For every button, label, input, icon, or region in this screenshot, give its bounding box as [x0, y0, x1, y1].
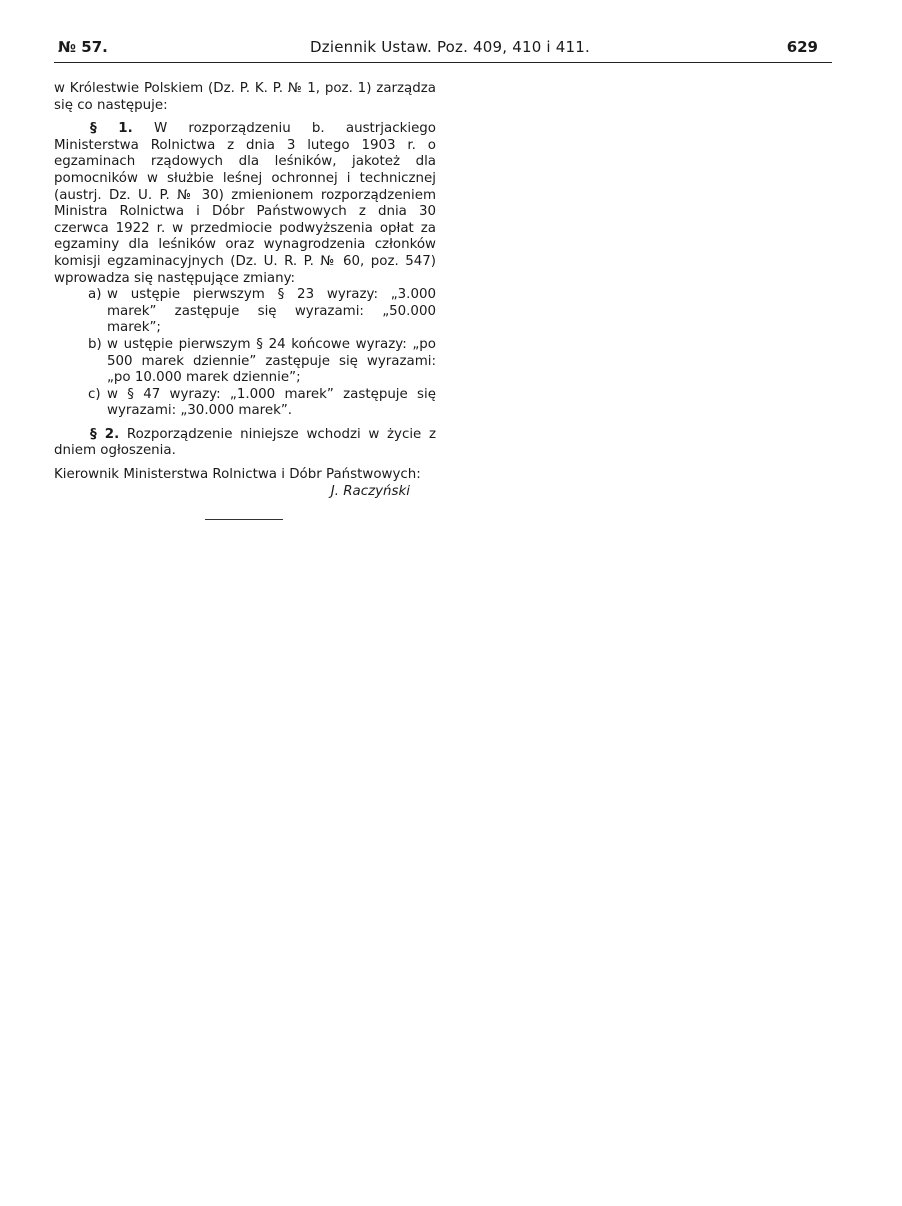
- item-text: w ustępie pierwszym § 24 końcowe wyrazy: „po 500 marek dziennie” zastępuje się wyrazami: „po 10.000 marek dziennie”;: [107, 336, 436, 386]
- page-header: [56, 38, 832, 60]
- header-rule: [54, 62, 832, 63]
- section-2-text: Rozporządzenie niniejsze wchodzi w życie z dniem ogłoszenia.: [54, 426, 436, 459]
- intro-paragraph: w Królestwie Polskiem (Dz. P. K. P. № 1, poz. 1) zarządza się co następuje:: [54, 81, 436, 113]
- issue-number: № 57.: [58, 38, 108, 56]
- section-1-paragraph: [54, 121, 436, 287]
- page-number: 629: [786, 38, 818, 56]
- item-text: w § 47 wyrazy: „1.000 marek” zastępuje się wyrazami: „30.000 marek”.: [107, 386, 436, 419]
- list-item: [54, 387, 436, 420]
- item-marker: a): [88, 287, 102, 303]
- list-item: [54, 337, 436, 387]
- closing-rule: [205, 519, 283, 520]
- signatory-name: J. Raczyński: [330, 483, 410, 499]
- text-column: [54, 81, 436, 500]
- list-item: [54, 287, 436, 337]
- section-2-paragraph: [54, 427, 436, 460]
- section-1-text: W rozporządzeniu b. austrjackiego Ministerstwa Rolnictwa z dnia 3 lutego 1903 r. o egzaminach rządowych dla leśników, jakoteż dla pomocników w służbie leśnej ochronnej i technicznej (austrj. Dz. U. P. № 30) zmienionem rozporządzeniem Ministra Rolnictwa i Dóbr Państwowych z dnia 30 czerwca 1922 r. w przedmiocie podwyższenia opłat za egzaminy dla leśników oraz wynagrodzenia członków komisji egzaminacyjnych (Dz. U. R. P. № 60, poz. 547) wprowadza się następujące zmiany:: [54, 121, 436, 286]
- signatory-title: Kierownik Ministerstwa Rolnictwa i Dóbr Państwowych:: [54, 467, 421, 483]
- section-1-label: § 1.: [90, 121, 133, 137]
- journal-title: Dziennik Ustaw. Poz. 409, 410 i 411.: [310, 38, 590, 56]
- item-marker: b): [88, 336, 102, 352]
- section-2-label: § 2.: [90, 426, 120, 442]
- item-text: w ustępie pierwszym § 23 wyrazy: „3.000 marek” zastępuje się wyrazami: „50.000 marek”;: [107, 287, 436, 336]
- amendment-list: [54, 287, 436, 420]
- item-marker: c): [88, 386, 101, 402]
